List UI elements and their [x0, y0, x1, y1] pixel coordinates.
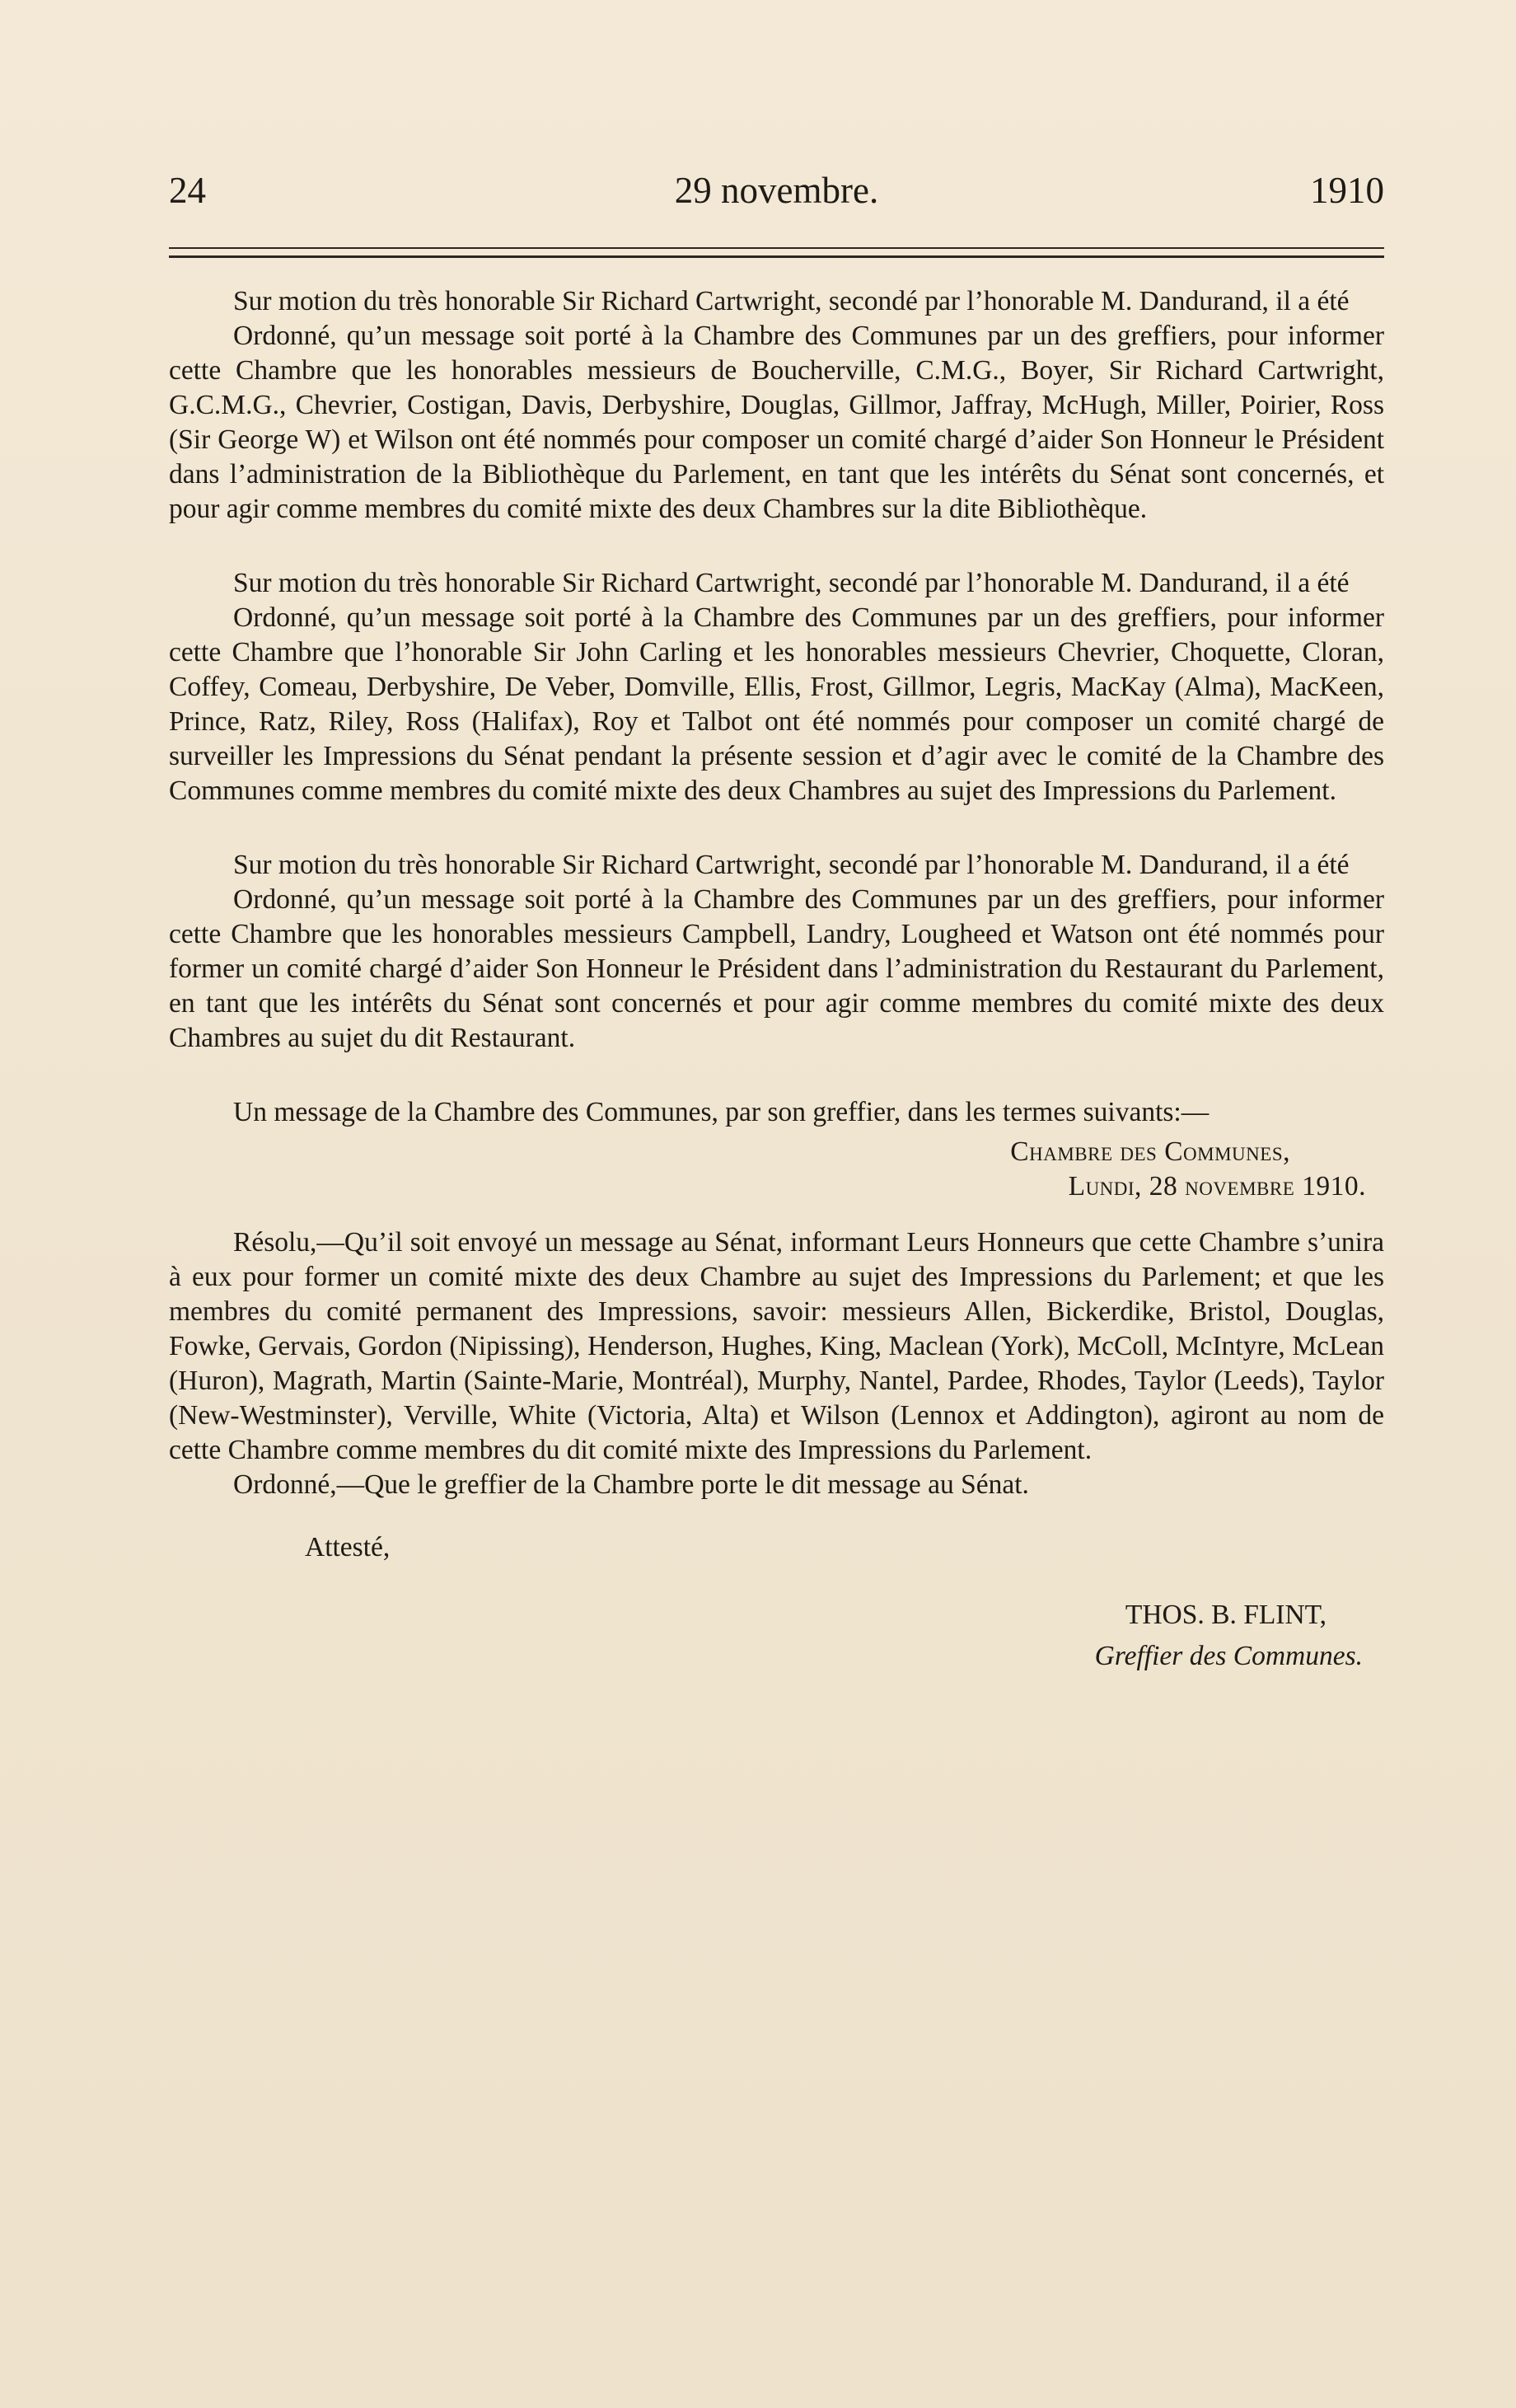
address-chamber: Chambre des Communes,	[1010, 1136, 1290, 1167]
order-paragraph-3: Ordonné, qu’un message soit porté à la Chambre des Communes par un des greffiers, pour informer cette Chambre que les honorables messieurs Campbell, Landry, Lougheed et Watson ont été nommés pour former un comité chargé d’aider Son Honneur le Président dans l’administration du Restaurant du Parlement, en tant que les intérêts du Sénat sont concernés et pour agir comme membres du comité mixte des deux Chambres au sujet du dit Restaurant.	[169, 884, 1384, 1053]
motion-paragraph-2: Sur motion du très honorable Sir Richard Cartwright, secondé par l’honorable M. Dandurand, il a été	[233, 568, 1350, 598]
page-number: 24	[169, 170, 206, 211]
message-address	[169, 1135, 1384, 1204]
spacer	[169, 1204, 1384, 1225]
header-rule-top	[169, 247, 1384, 249]
resolution-paragraph: Résolu,—Qu’il soit envoyé un message au Sénat, informant Leurs Honneurs que cette Chambre s’unira à eux pour former un comité mixte des deux Chambre au sujet des Impressions du Parlement; et que les membres du comité permanent des Impressions, savoir: messieurs Allen, Bickerdike, Bristol, Douglas, Fowke, Gervais, Gordon (Nipissing), Henderson, Hughes, King, Maclean (York), McColl, McIntyre, McLean (Huron), Magrath, Martin (Sainte-Marie, Montréal), Murphy, Nantel, Pardee, Rhodes, Taylor (Leeds), Taylor (New-Westminster), Verville, White (Victoria, Alta) et Wilson (Lennox et Addington), agiront au nom de cette Chambre comme membres du dit comité mixte des Impressions du Parlement.	[169, 1227, 1384, 1465]
signature-name: THOS. B. FLINT,	[1125, 1600, 1326, 1630]
document-body	[169, 284, 1384, 1674]
message-intro-paragraph: Un message de la Chambre des Communes, par son greffier, dans les termes suivants:—	[233, 1097, 1210, 1127]
motion-paragraph-3: Sur motion du très honorable Sir Richard Cartwright, secondé par l’honorable M. Dandurand, il a été	[233, 850, 1350, 880]
page-date: 29 novembre.	[674, 170, 879, 211]
order-paragraph-1: Ordonné, qu’un message soit porté à la Chambre des Communes par un des greffiers, pour informer cette Chambre que les honorables messieurs de Boucherville, C.M.G., Boyer, Sir Richard Cartwright, G.C.M.G., Chevrier, Costigan, Davis, Derbyshire, Douglas, Gillmor, Jaffray, McHugh, Miller, Poirier, Ross (Sir George W) et Wilson ont été nommés pour composer un comité chargé d’aider Son Honneur le Président dans l’administration de la Bibliothèque du Parlement, en tant que les intérêts du Sénat sont concernés, et pour agir comme membres du comité mixte des deux Chambres sur la dite Bibliothèque.	[169, 321, 1384, 524]
order-message-paragraph: Ordonné,—Que le greffier de la Chambre porte le dit message au Sénat.	[233, 1469, 1029, 1500]
header-rule-bottom	[169, 255, 1384, 258]
attest-label: Attesté,	[305, 1532, 391, 1562]
running-head	[169, 169, 1384, 218]
address-date: Lundi, 28 novembre 1910.	[1068, 1171, 1366, 1202]
order-paragraph-2: Ordonné, qu’un message soit porté à la Chambre des Communes par un des greffiers, pour informer cette Chambre que l’honorable Sir John Carling et les honorables messieurs Chevrier, Choquette, Cloran, Coffey, Comeau, Derbyshire, De Veber, Domville, Ellis, Frost, Gillmor, Legris, MacKay (Alma), MacKeen, Prince, Ratz, Riley, Ross (Halifax), Roy et Talbot ont été nommés pour composer un comité chargé de surveiller les Impressions du Sénat pendant la présente session et d’agir avec le comité de la Chambre des Communes comme membres du comité mixte des deux Chambres au sujet des Impressions du Parlement.	[169, 602, 1384, 806]
spacer	[169, 1056, 1384, 1095]
signature-title: Greffier des Communes.	[1094, 1641, 1363, 1671]
motion-paragraph-1: Sur motion du très honorable Sir Richard Cartwright, secondé par l’honorable M. Dandurand, il a été	[233, 286, 1350, 316]
spacer	[169, 808, 1384, 848]
page-year: 1910	[1310, 170, 1384, 211]
spacer	[169, 527, 1384, 566]
